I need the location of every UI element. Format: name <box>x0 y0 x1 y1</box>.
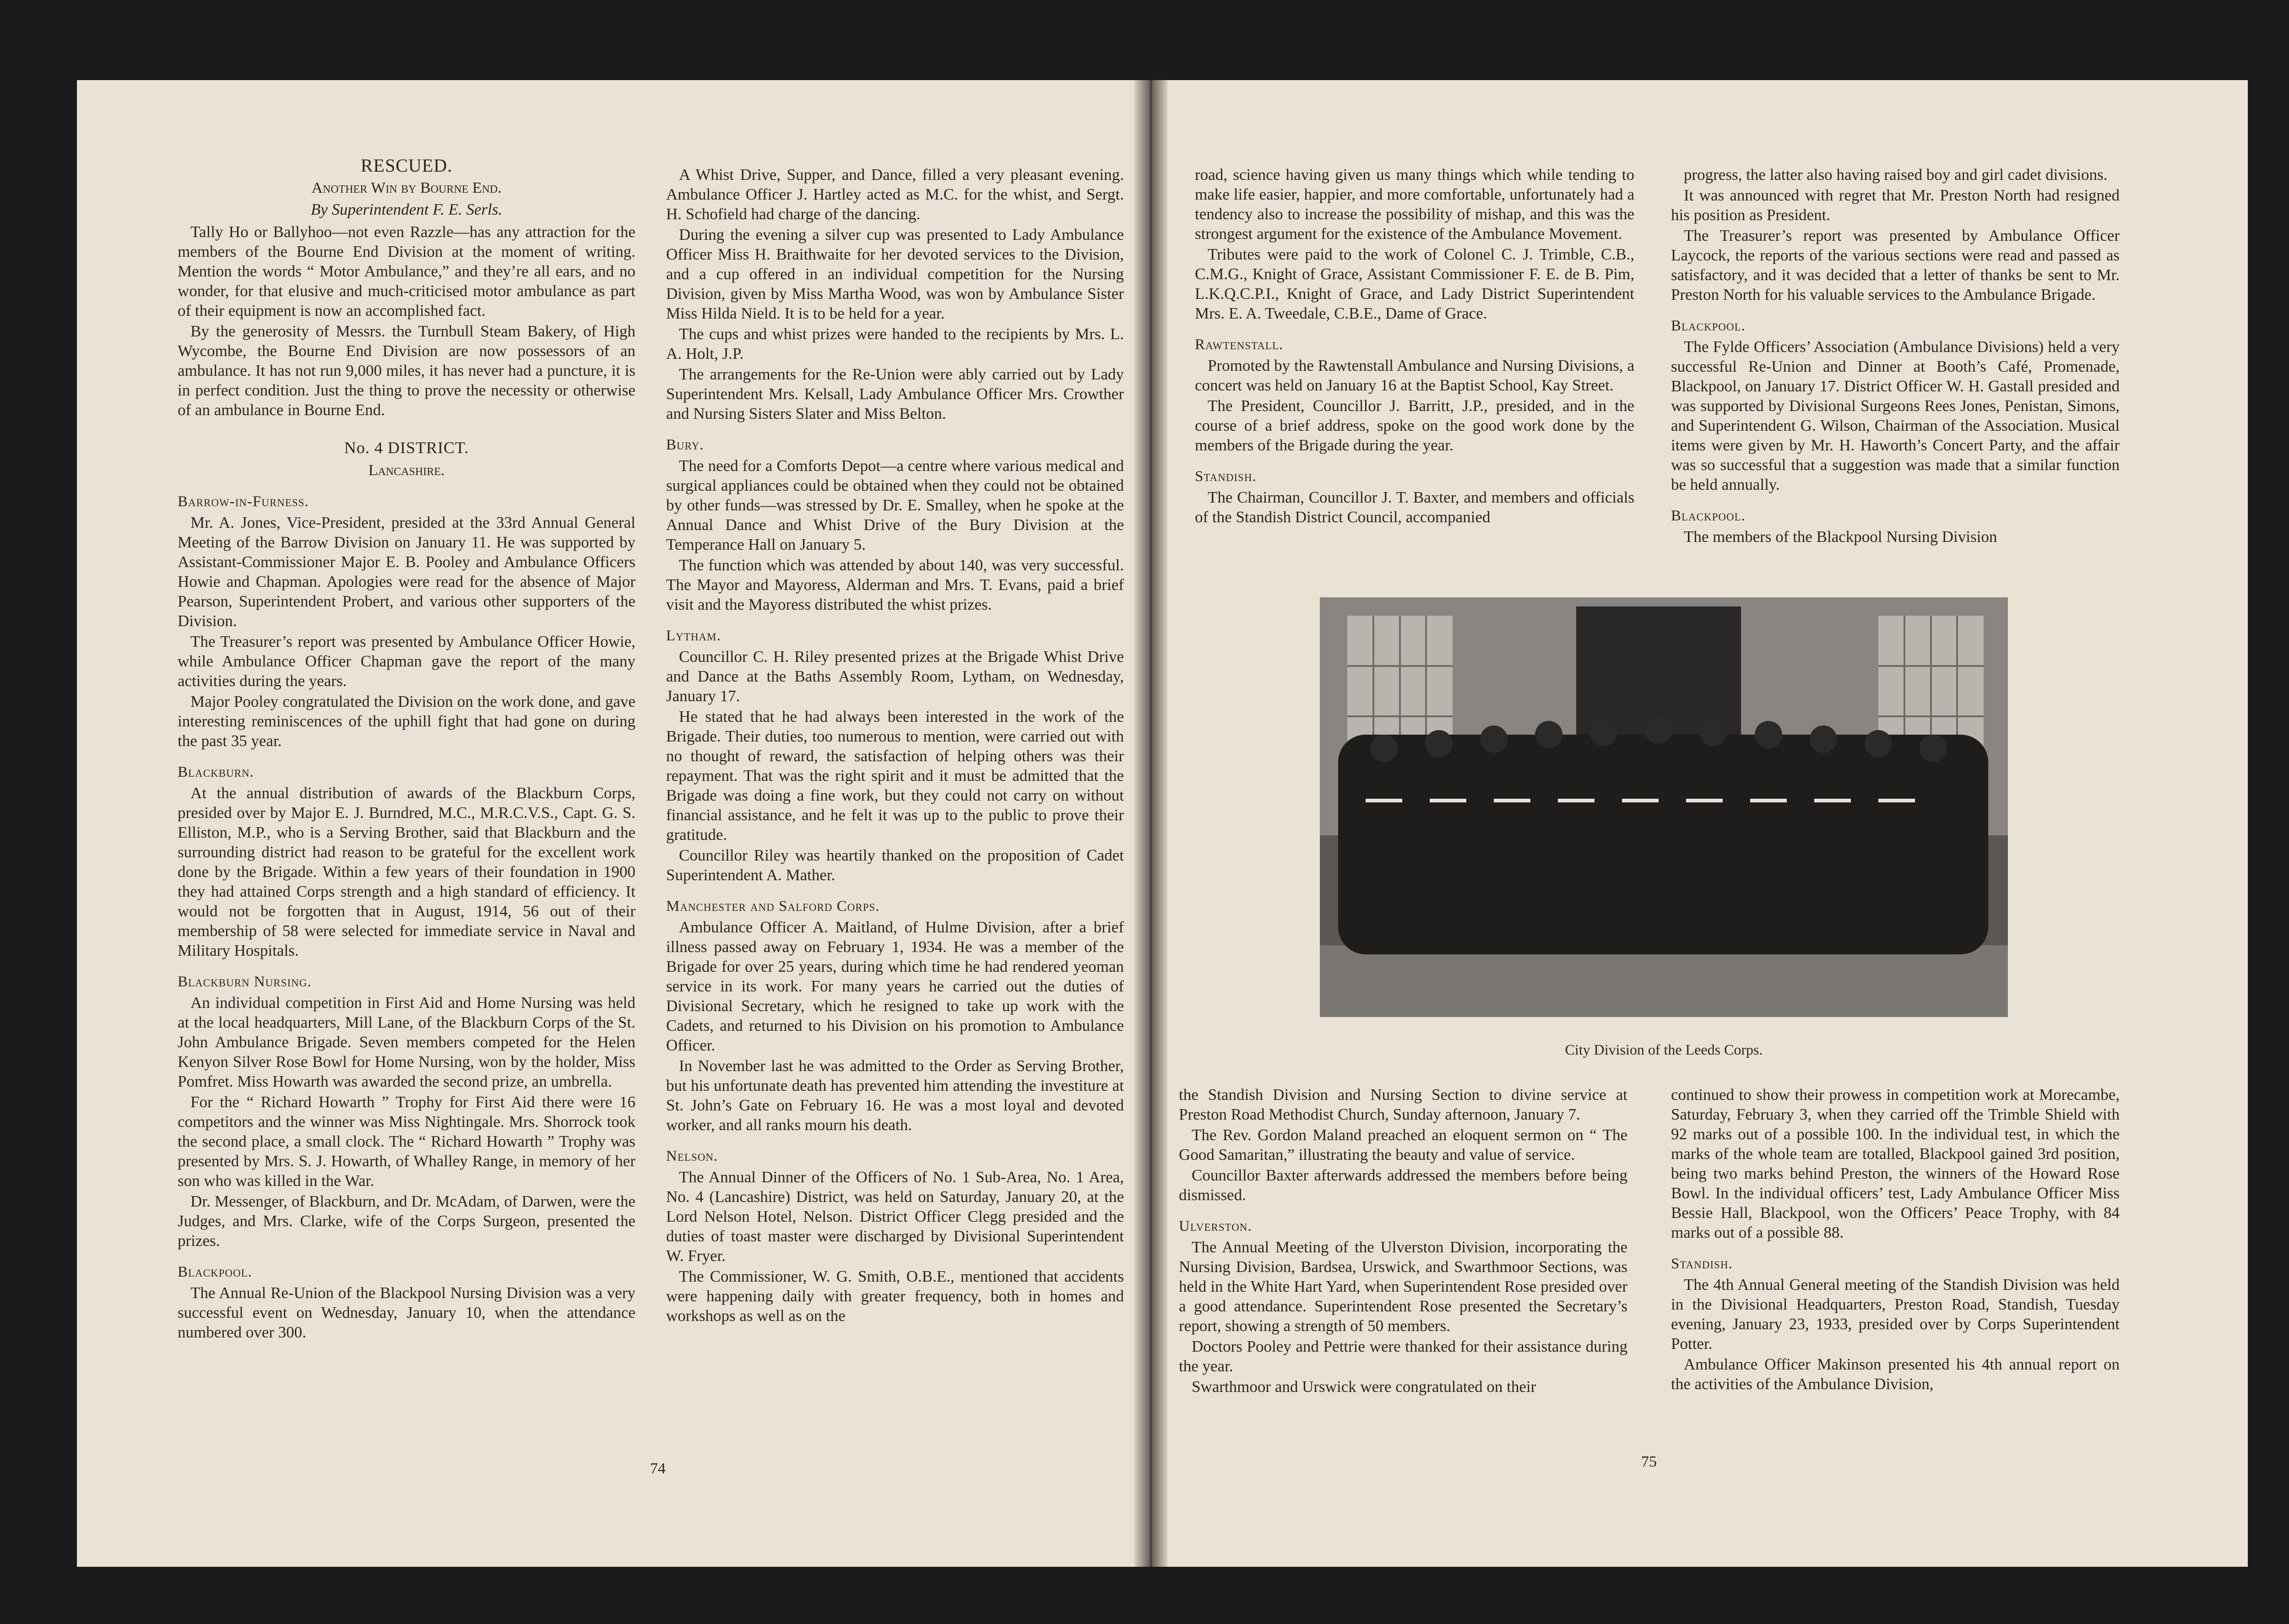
sections <box>1179 1217 1627 1397</box>
section-heading: Barrow-in-Furness. <box>178 493 309 510</box>
district-heading: No. 4 DISTRICT. <box>344 438 469 457</box>
page-number-left: 74 <box>650 1460 666 1477</box>
article-title: RESCUED. <box>360 155 453 176</box>
paragraph: The cups and whist prizes were handed to the recipients by Mrs. L. A. Holt, J.P. <box>666 325 1124 363</box>
sections <box>666 435 1124 1326</box>
sections <box>1671 1254 2120 1394</box>
section-heading: Standish. <box>1671 1256 1733 1272</box>
photo-image <box>1320 597 2008 1017</box>
book-gutter <box>1134 80 1167 1567</box>
paragraph: Councillor Baxter afterwards addressed the members before being dismissed. <box>1179 1166 1627 1204</box>
right-page-column-2 <box>1671 165 2120 547</box>
article-byline: By Superintendent F. E. Serls. <box>310 200 503 218</box>
paragraph: The Commissioner, W. G. Smith, O.B.E., mentioned that accidents were happening daily with greater frequency, both in homes and workshops as well as on the <box>666 1267 1124 1325</box>
article-subtitle: Another Win by Bourne End. <box>311 179 502 196</box>
right-page-column-1 <box>1195 165 1634 528</box>
paragraph: The Treasurer’s report was presented by Ambulance Officer Howie, while Ambulance Officer Chapman gave the report of the many activities during the years. <box>178 633 635 690</box>
paragraph: It was announced with regret that Mr. Preston North had resigned his position as President. <box>1671 186 2120 224</box>
section-heading: Blackburn. <box>178 764 254 780</box>
paragraph: Dr. Messenger, of Blackburn, and Dr. McAdam, of Darwen, were the Judges, and Mrs. Clarke, wife of the Corps Surgeon, presented the prizes. <box>178 1192 635 1250</box>
lead-paragraphs <box>1179 1085 1627 1205</box>
paragraph: During the evening a silver cup was presented to Lady Ambulance Officer Miss H. Braithwaite for her devoted services to the Division, and a cup offered in an individual competition for the Nursing Division, given by Miss Martha Wood, was won by Ambulance Sister Miss Hilda Nield. It is to be held for a year. <box>666 226 1124 322</box>
section-heading: Blackburn Nursing. <box>178 974 312 990</box>
paragraph: The Annual Meeting of the Ulverston Division, incorporating the Nursing Division, Bardsea, Urswick, and Swarthmoor Sections, was held in the White Hart Yard, when Superintendent Rose presided over a good attendance. Superintendent Rose presented the Secretary’s report, showing a strength of 50 members. <box>1179 1238 1627 1335</box>
paragraph: The Treasurer’s report was presented by Ambulance Officer Laycock, the reports of the various sections were read and passed as satisfactory, and it was decided that a letter of thanks be sent to Mr. Preston North for his valuable services to the Ambulance Brigade. <box>1671 227 2120 303</box>
paragraph: progress, the latter also having raised boy and girl cadet divisions. <box>1684 166 2108 184</box>
section-heading: Rawtenstall. <box>1195 336 1284 353</box>
section-heading: Blackpool. <box>178 1264 252 1280</box>
paragraph: An individual competition in First Aid and Home Nursing was held at the local headquarters, Mill Lane, of the Blackburn Corps of the St. John Ambulance Brigade. Seven members competed for the Helen Kenyon Silver Rose Bowl for Home Nursing, won by the holder, Miss Pomfret. Miss Howarth was awarded the second prize, an umbrella. <box>178 994 635 1090</box>
section-heading: Standish. <box>1195 468 1257 485</box>
paragraph: The Annual Dinner of the Officers of No. 1 Sub-Area, No. 1 Area, No. 4 (Lancashire) District, was held on Saturday, January 20, at the Lord Nelson Hotel, Nelson. District Officer Clegg presided and the duties of toast master were discharged by Divisional Superintendent W. Fryer. <box>666 1168 1124 1265</box>
paragraph: In November last he was admitted to the Order as Serving Brother, but his unfortunate death has prevented him attending the investiture at St. John’s Gate on February 16. He was a most loyal and devoted worker, and all ranks mourn his death. <box>666 1057 1124 1134</box>
left-page-column-2 <box>666 165 1124 1326</box>
paragraph: Tally Ho or Ballyhoo—not even Razzle—has any attraction for the members of the Bourne End Division at the moment of writing. Mention the words “ Motor Ambulance,” and they’re all ears, and no wonder, for that elusive and much-criticised motor ambulance as part of their equipment is now an accomplished fact. <box>178 223 635 319</box>
paragraph: For the “ Richard Howarth ” Trophy for First Aid there were 16 competitors and the winner was Miss Nightingale. Mrs. Shorrock took the second place, a small clock. The “ Richard Howarth ” Trophy was presented by Mrs. S. J. Howarth, of Whalley Range, in memory of her son who was killed in the War. <box>178 1093 635 1190</box>
lead-paragraphs <box>1195 165 1634 323</box>
lead-paragraphs <box>666 165 1124 423</box>
paragraph: Promoted by the Rawtenstall Ambulance and Nursing Divisions, a concert was held on January 16 at the Baptist School, Kay Street. <box>1195 357 1634 394</box>
section-heading: Blackpool. <box>1671 508 1746 524</box>
paragraph: Major Pooley congratulated the Division on the work done, and gave interesting reminiscences of the uphill fight that had gone on during the past 35 year. <box>178 693 635 750</box>
paragraph: Ambulance Officer A. Maitland, of Hulme Division, after a brief illness passed away on February 1, 1934. He was a member of the Brigade for over 25 years, during which time he had rendered yeoman service in its work. For many years he carried out the duties of Divisional Secretary, which he resigned to take up work with the Cadets, and returned to his Division on his promotion to Ambulance Officer. <box>666 918 1124 1054</box>
county-heading: Lancashire. <box>368 462 445 479</box>
paragraph: A Whist Drive, Supper, and Dance, filled a very pleasant evening. Ambulance Officer J. Hartley acted as M.C. for the whist, and Sergt. H. Schofield had charge of the dancing. <box>666 166 1124 223</box>
section-heading: Bury. <box>666 437 704 453</box>
lead-paragraphs <box>1671 165 2120 304</box>
section-heading: Lytham. <box>666 628 721 644</box>
sections <box>178 492 635 1342</box>
paragraph: He stated that he had always been interested in the work of the Brigade. Their duties, too numerous to mention, were carried out with no thought of reward, the satisfaction of helping others was their repayment. That was the right spirit and it must be admitted that the Brigade was doing a fine work, but they could not carry on without financial assistance, and he felt it was up to the public to prove their gratitude. <box>666 708 1124 844</box>
paragraph: Ambulance Officer Makinson presented his 4th annual report on the activities of the Ambulance Division, <box>1671 1355 2120 1393</box>
section-heading: Manchester and Salford Corps. <box>666 898 880 915</box>
right-page-column-3 <box>1179 1085 1627 1397</box>
paragraph: The need for a Comforts Depot—a centre where various medical and surgical appliances could be obtained when they could not be obtained by other funds—was stressed by Dr. E. Smalley, when he spoke at the Annual Dance and Whist Drive of the Bury Division at the Temperance Hall on January 5. <box>666 457 1124 553</box>
section-heading: Nelson. <box>666 1148 718 1164</box>
paragraph: At the annual distribution of awards of the Blackburn Corps, presided over by Major E. J. Burndred, M.C., M.R.C.V.S., Capt. G. S. Elliston, M.P., who is a Serving Brother, said that Blackburn and the surrounding district had reason to be grateful for the excellent work done by the Brigade. Within a few years of their foundation in 1900 they had attained Corps strength and a high standard of efficiency. It would not be forgotten that in August, 1914, 56 out of their membership of 58 were selected for immediate service in Naval and Military Hospitals. <box>178 784 635 959</box>
photo-caption: City Division of the Leeds Corps. <box>1565 1041 1763 1058</box>
right-page-column-4 <box>1671 1085 2120 1395</box>
paragraph: Councillor C. H. Riley presented prizes at the Brigade Whist Drive and Dance at the Baths Assembly Room, Lytham, on Wednesday, January 17. <box>666 648 1124 705</box>
group-photograph <box>1320 597 2008 1017</box>
page-number-right: 75 <box>1641 1453 1657 1470</box>
paragraph: Councillor Riley was heartily thanked on the proposition of Cadet Superintendent A. Mather. <box>666 846 1124 884</box>
paragraph: Tributes were paid to the work of Colonel C. J. Trimble, C.B., C.M.G., Knight of Grace, Assistant Commissioner F. E. de B. Pim, L.K.Q.C.P.I., Knight of Grace, and Lady District Superintendent Mrs. E. A. Tweedale, C.B.E., Dame of Grace. <box>1195 245 1634 322</box>
paragraph: road, science having given us many things which while tending to make life easier, happier, and more comfortable, unfortunately had a tendency also to increase the possibility of mishap, and this was the strongest argument for the existence of the Ambulance Movement. <box>1195 166 1634 243</box>
paragraph: The 4th Annual General meeting of the Standish Division was held in the Divisional Headquarters, Preston Road, Standish, Tuesday evening, January 23, 1933, presided over by Corps Superintendent Potter. <box>1671 1276 2120 1353</box>
paragraph: The Chairman, Councillor J. T. Baxter, and members and officials of the Standish District Council, accompanied <box>1195 488 1634 526</box>
sections <box>1195 335 1634 527</box>
paragraph: The President, Councillor J. Barritt, J.P., presided, and in the course of a brief address, spoke on the good work done by the members of the Brigade during the year. <box>1195 397 1634 454</box>
section-heading: Blackpool. <box>1671 318 1746 334</box>
lead-paragraphs <box>1671 1085 2120 1242</box>
paragraph: The function which was attended by about 140, was very successful. The Mayor and Mayoress, Alderman and Mrs. T. Evans, paid a brief visit and the Mayoress distributed the whist prizes. <box>666 556 1124 613</box>
paragraph: Mr. A. Jones, Vice-President, presided at the 33rd Annual General Meeting of the Barrow Division on January 11. He was supported by Assistant-Commissioner Major E. B. Pooley and Ambulance Officers Howie and Chapman. Apologies were read for the absence of Major Pearson, Superintendent Probert, and various other supporters of the Division. <box>178 514 635 630</box>
paragraph: Doctors Pooley and Pettrie were thanked for their assistance during the year. <box>1179 1337 1627 1375</box>
sections <box>1671 316 2120 547</box>
paragraph: The Fylde Officers’ Association (Ambulance Divisions) held a very successful Re-Union and Dinner at Booth’s Café, Promenade, Blackpool, on January 17. District Officer W. H. Gastall presided and was supported by Divisional Surgeons Rees Jones, Penistan, Simons, and Superintendent G. Wilson, Chairman of the Association. Musical items were given by Mr. H. Haworth’s Concert Party, and the affair was so successful that a suggestion was made that a similar function be held annually. <box>1671 338 2120 493</box>
paragraph: The members of the Blackpool Nursing Division <box>1684 528 1997 546</box>
paragraph: By the generosity of Messrs. the Turnbull Steam Bakery, of High Wycombe, the Bourne End Division are now possessors of an ambulance. It has not run 9,000 miles, it has never had a puncture, it is in perfect condition. Just the thing to prove the necessity or otherwise of an ambulance in Bourne End. <box>178 322 635 419</box>
paragraph: Swarthmoor and Urswick were congratulated on their <box>1192 1378 1536 1396</box>
paragraph: the Standish Division and Nursing Section to divine service at Preston Road Methodist Church, Sunday afternoon, January 7. <box>1179 1086 1627 1123</box>
paragraph: The arrangements for the Re-Union were ably carried out by Lady Superintendent Mrs. Kelsall, Lady Ambulance Officer Mrs. Crowther and Nursing Sisters Slater and Miss Belton. <box>666 365 1124 422</box>
section-heading: Ulverston. <box>1179 1218 1252 1234</box>
paragraph: The Rev. Gordon Maland preached an eloquent sermon on “ The Good Samaritan,” illustrating the beauty and value of service. <box>1179 1126 1627 1164</box>
paragraph: continued to show their prowess in competition work at Morecambe, Saturday, February 3, when they carried off the Trimble Shield with 92 marks out of a possible 100. In the individual test, in which the marks of the whole team are totalled, Blackpool gained 3rd position, being two marks behind Preston, the winners of the Howard Rose Bowl. In the individual officers’ test, Lady Ambulance Officer Miss Bessie Hall, Blackpool, won the Officers’ Peace Trophy, with 84 marks out of a possible 88. <box>1671 1086 2120 1241</box>
left-page-column-1 <box>178 156 635 1343</box>
paragraph: The Annual Re-Union of the Blackpool Nursing Division was a very successful event on Wednesday, January 10, when the attendance numbered over 300. <box>178 1284 635 1341</box>
